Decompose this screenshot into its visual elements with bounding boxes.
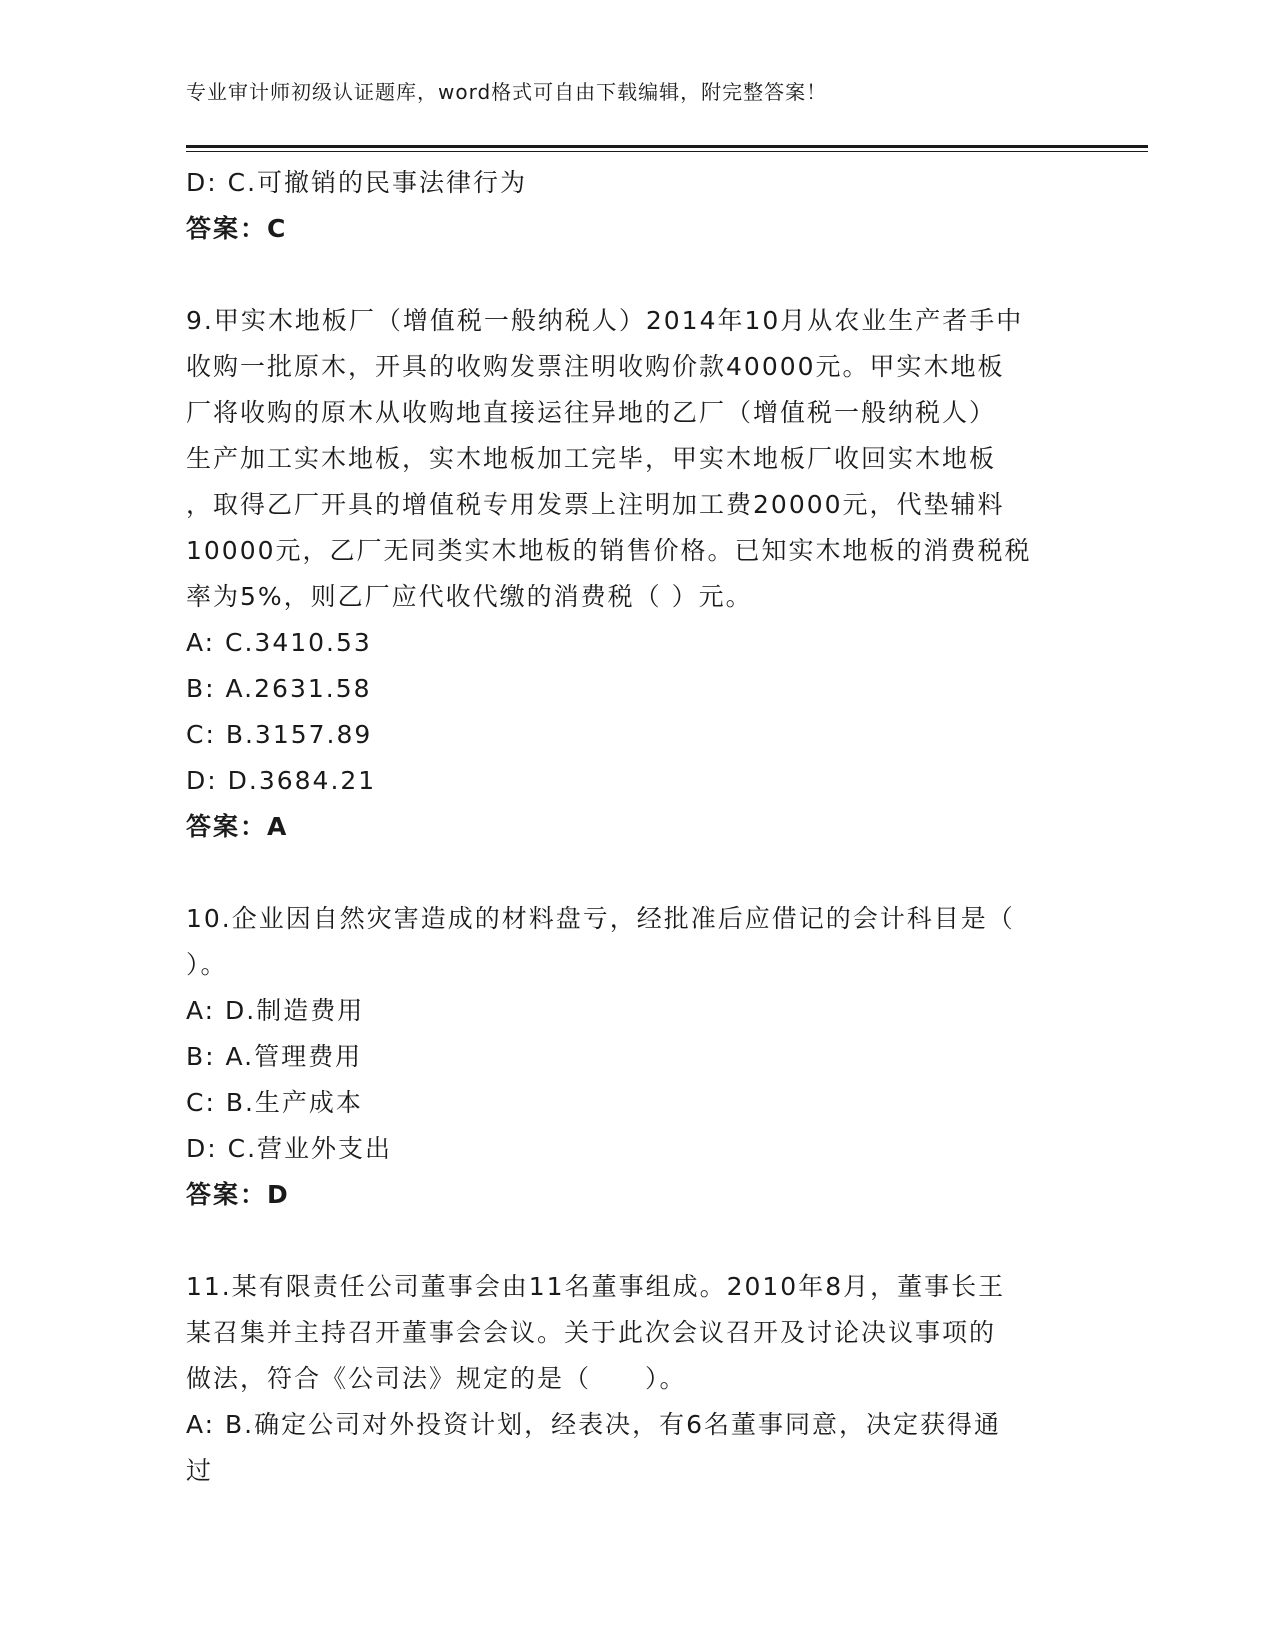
question-text-line: 率为5%，则乙厂应代收代缴的消费税（ ）元。 (186, 582, 753, 611)
answer: 答案：D (186, 1180, 290, 1209)
answer: 答案：A (186, 812, 289, 841)
question-9 (186, 298, 1086, 850)
question-text-line: 厂将收购的原木从收购地直接运往异地的乙厂（增值税一般纳税人） (186, 398, 997, 427)
prev-answer: 答案：C (186, 214, 288, 243)
option-a: A: C.3410.53 (186, 628, 372, 657)
option-a: A: D.制造费用 (186, 996, 365, 1025)
prev-option-d: D: C.可撤销的民事法律行为 (186, 168, 528, 197)
question-text-line: 收购一批原木，开具的收购发票注明收购价款40000元。甲实木地板 (186, 352, 1005, 381)
question-text-line: 10.企业因自然灾害造成的材料盘亏，经批准后应借记的会计科目是（ (186, 904, 1015, 933)
question-text-line: ，取得乙厂开具的增值税专用发票上注明加工费20000元，代垫辅料 (186, 490, 1005, 519)
question-text-line: 11.某有限责任公司董事会由11名董事组成。2010年8月，董事长王 (186, 1272, 1006, 1301)
question-text-line: 9.甲实木地板厂（增值税一般纳税人）2014年10月从农业生产者手中 (186, 306, 1024, 335)
spacer (186, 1218, 1086, 1264)
header-rule-thin (186, 151, 1148, 152)
spacer (186, 850, 1086, 896)
option-c: C: B.生产成本 (186, 1088, 363, 1117)
question-11 (186, 1264, 1086, 1494)
question-text-line: ）。 (186, 950, 228, 979)
question-10 (186, 896, 1086, 1218)
spacer (186, 252, 1086, 298)
question-text-line: 某召集并主持召开董事会会议。关于此次会议召开及讨论决议事项的 (186, 1318, 997, 1347)
question-text-line: 10000元，乙厂无同类实木地板的销售价格。已知实木地板的消费税税 (186, 536, 1032, 565)
option-c: C: B.3157.89 (186, 720, 373, 749)
option-a-continued: 过 (186, 1456, 214, 1485)
option-b: B: A.2631.58 (186, 674, 372, 703)
document-body (186, 160, 1086, 1494)
header-rule (186, 145, 1148, 148)
option-d: D: C.营业外支出 (186, 1134, 393, 1163)
question-text-line: 做法，符合《公司法》规定的是（ ）。 (186, 1364, 687, 1393)
option-b: B: A.管理费用 (186, 1042, 363, 1071)
question-text-line: 生产加工实木地板，实木地板加工完毕，甲实木地板厂收回实木地板 (186, 444, 997, 473)
option-a: A: B.确定公司对外投资计划，经表决，有6名董事同意，决定获得通 (186, 1410, 1002, 1439)
option-d: D: D.3684.21 (186, 766, 377, 795)
page-header: 专业审计师初级认证题库，word格式可自由下载编辑，附完整答案！ (186, 80, 828, 104)
